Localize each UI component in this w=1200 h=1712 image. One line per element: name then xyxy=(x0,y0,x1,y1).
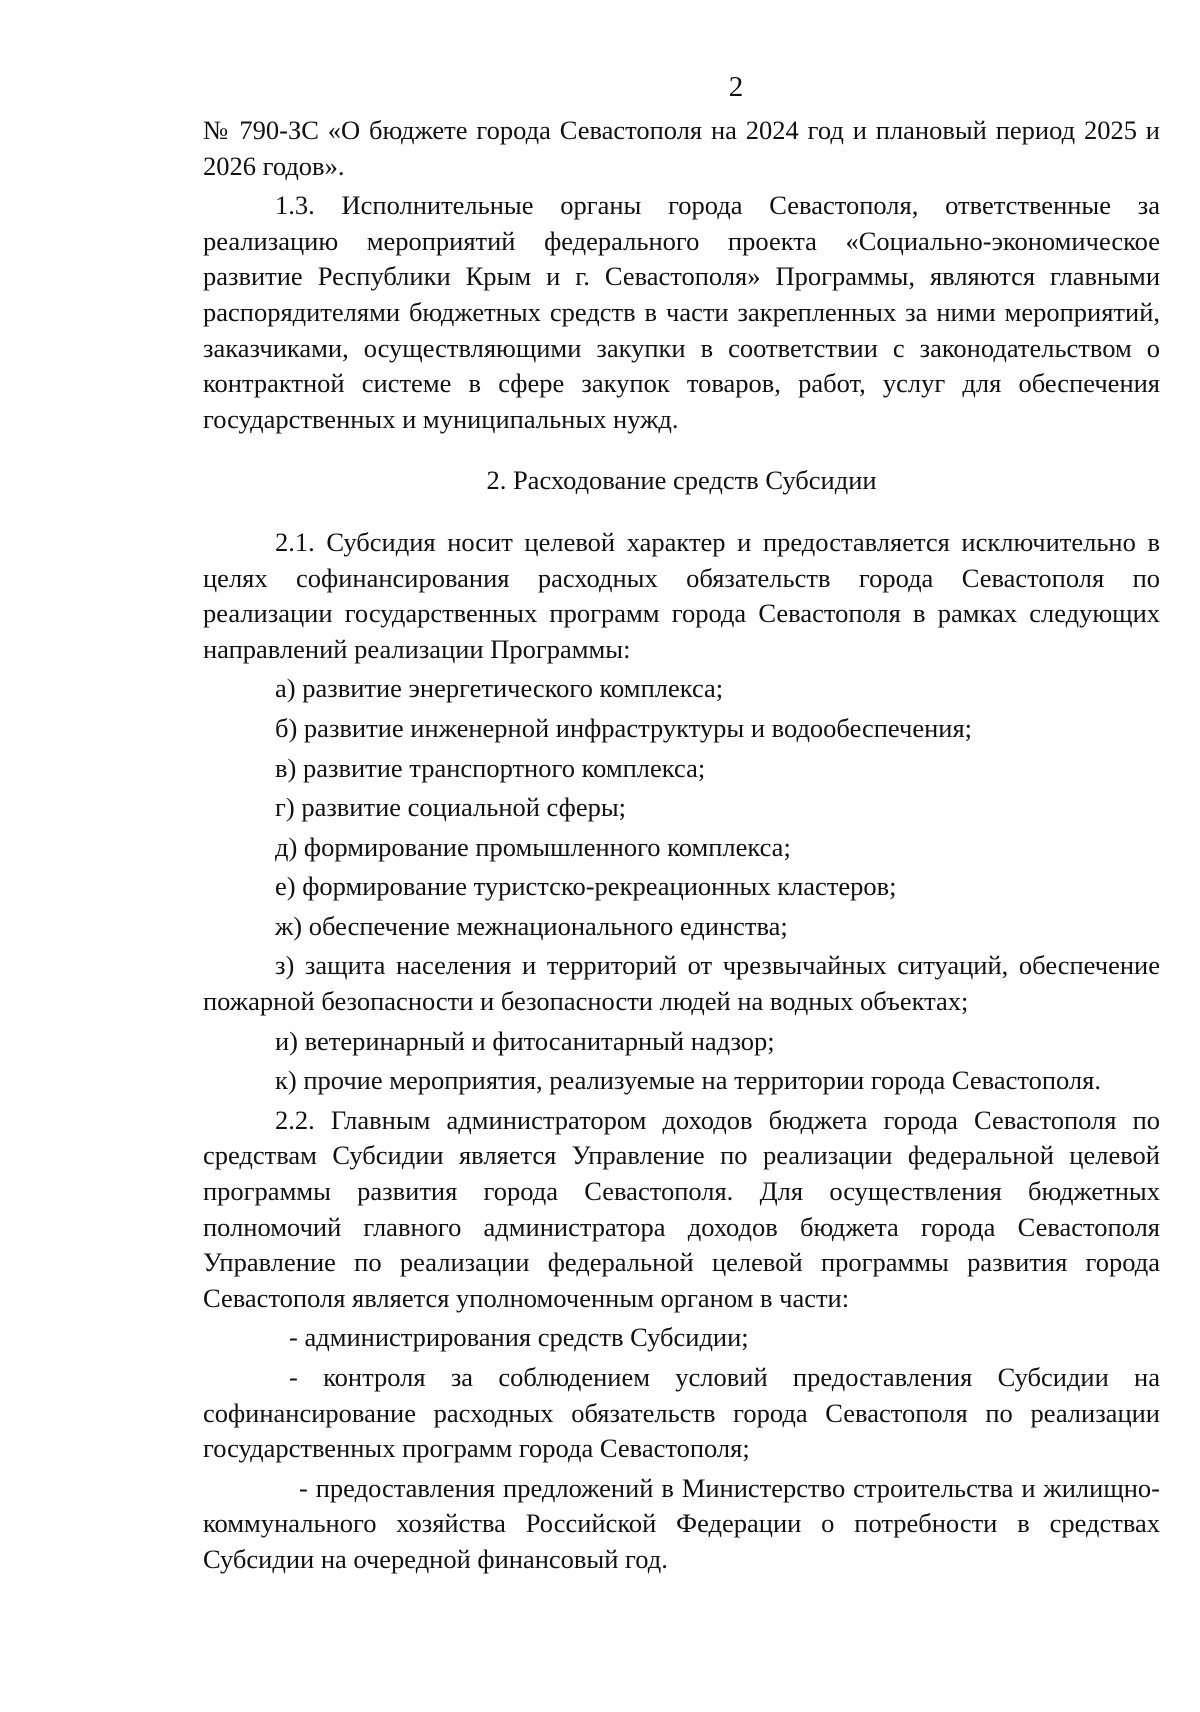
list-item: - предоставления предложений в Министерство строительства и жилищно-коммунального хозяйства Российской Федерации о потребности в средствах Субсидии на очередной финансовый год. xyxy=(203,1472,1160,1574)
list-item: з) защита населения и территорий от чрезвычайных ситуаций, обеспечение пожарной безопасности и безопасности людей на водных объектах; xyxy=(203,950,1160,1017)
list-item: б) развитие инженерной инфраструктуры и водообеспечения; xyxy=(275,712,973,743)
paragraph-intro: № 790-ЗС «О бюджете города Севастополя на 2024 год и плановый период 2025 и 2026 годов». xyxy=(203,115,1160,181)
page-number-text: 2 xyxy=(728,71,744,103)
paragraph-2-1: 2.1. Субсидия носит целевой характер и предоставляется исключительно в целях софинансирования расходных обязательств города Севастополя по реализации государственных программ города Севастополя в рамках следующих направлений реализации Программы: xyxy=(203,526,1160,664)
document-body xyxy=(203,113,1160,1578)
powers-list xyxy=(203,1320,1160,1577)
list-item: в) развитие транспортного комплекса; xyxy=(275,752,706,783)
list-item: - контроля за соблюдением условий предоставления Субсидии на софинансирование расходных обязательств города Севастополя по реализации государственных программ города Севастополя; xyxy=(203,1362,1160,1464)
list-item: и) ветеринарный и фитосанитарный надзор; xyxy=(275,1025,775,1056)
paragraph-1-3: 1.3. Исполнительные органы города Севастополя, ответственные за реализацию мероприятий федерального проекта «Социально-экономическое развитие Республики Крым и г. Севастополя» Программы, являются главными распорядителями бюджетных средств в части закрепленных за ними мероприятий, заказчиками, осуществляющими закупки в соответствии с законодательством о контрактной системе в сфере закупок товаров, работ, услуг для обеспечения государственных и муниципальных нужд. xyxy=(203,190,1160,434)
list-item: д) формирование промышленного комплекса; xyxy=(275,831,791,862)
list-item: а) развитие энергетического комплекса; xyxy=(275,673,724,704)
list-item: ж) обеспечение межнационального единства; xyxy=(275,910,788,941)
directions-list xyxy=(203,671,1160,1099)
list-item: к) прочие мероприятия, реализуемые на территории города Севастополя. xyxy=(275,1065,1101,1096)
list-item: - администрирования средств Субсидии; xyxy=(289,1322,749,1353)
list-item: е) формирование туристско-рекреационных кластеров; xyxy=(275,871,897,902)
paragraph-2-2: 2.2. Главным администратором доходов бюджета города Севастополя по средствам Субсидии является Управление по реализации федеральной целевой программы развития города Севастополя. Для осуществления бюджетных полномочий главного администратора доходов бюджета города Севастополя Управление по реализации федеральной целевой программы развития города Севастополя является уполномоченным органом в части: xyxy=(203,1104,1160,1313)
list-item: г) развитие социальной сферы; xyxy=(275,792,626,823)
section-2-heading: 2. Расходование средств Субсидии xyxy=(486,465,877,496)
page-number xyxy=(0,70,1200,104)
